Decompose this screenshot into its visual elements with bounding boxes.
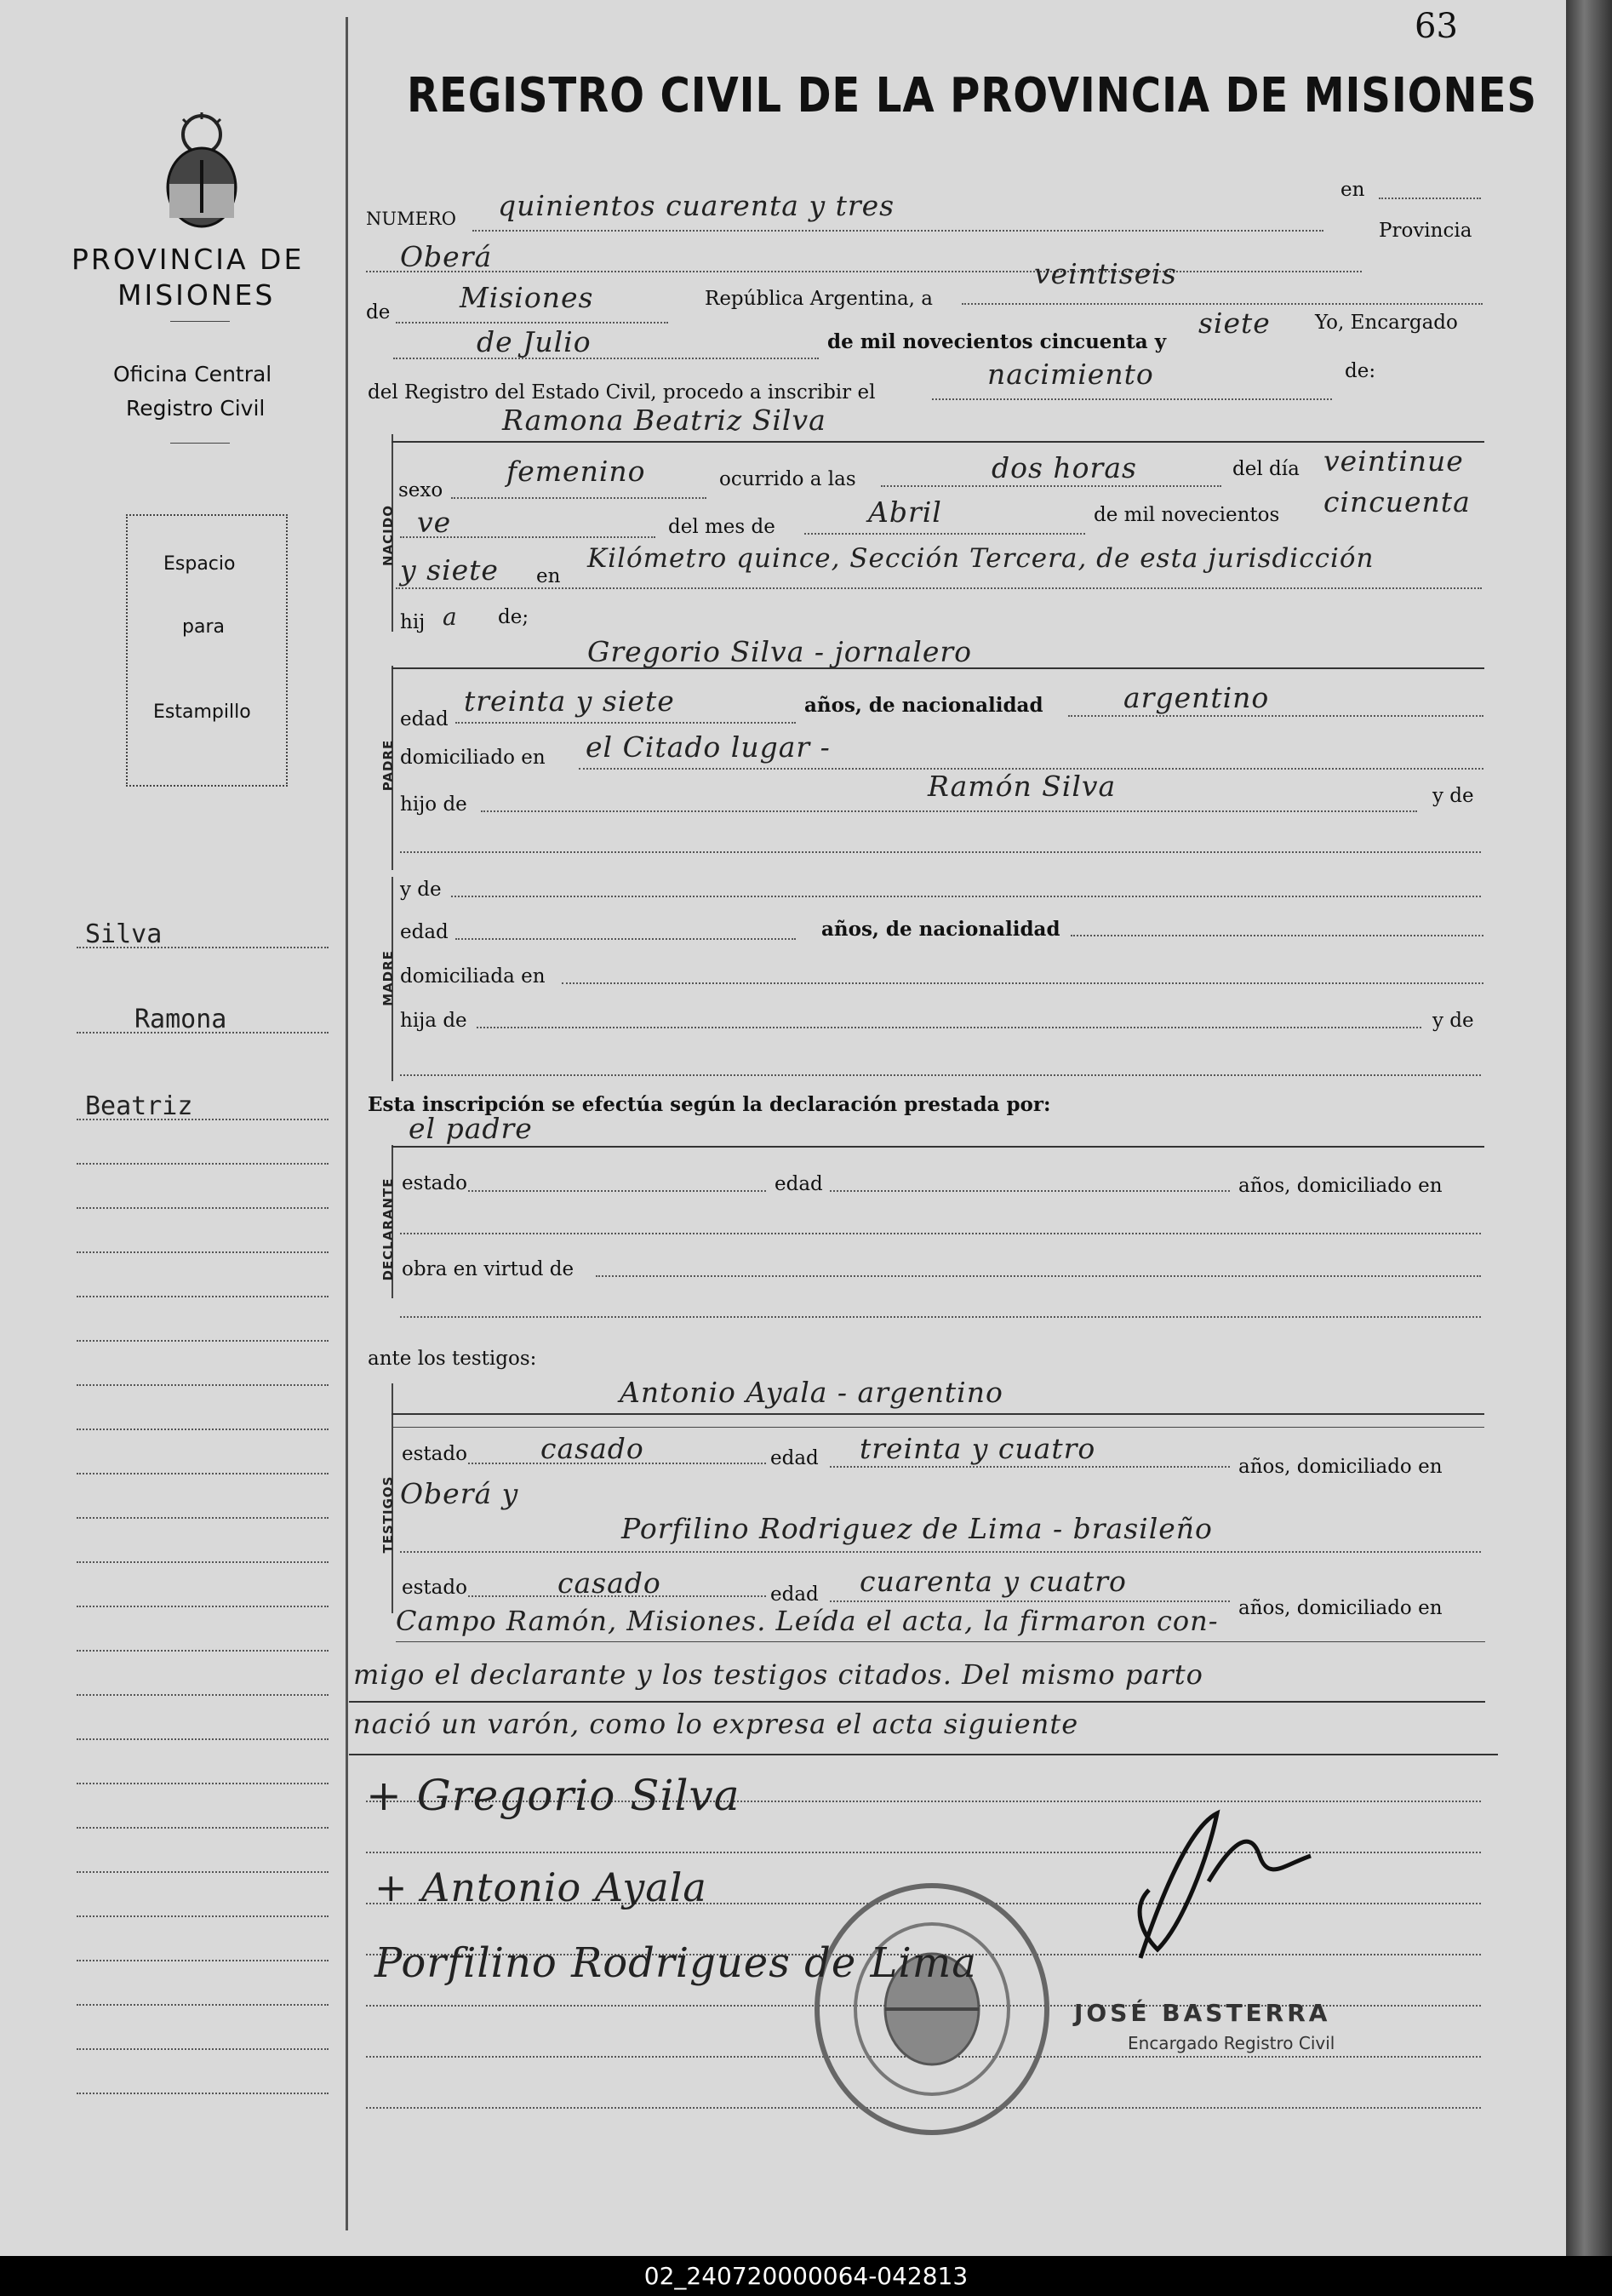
stamp-box-line2: para [182,616,225,638]
field-line [451,896,1481,897]
entry-testigo2: Porfilino Rodriguez de Lima - brasileño [621,1512,1213,1545]
book-spine [1566,0,1612,2256]
label-ante-testigos: ante los testigos: [368,1348,537,1370]
margin-line [77,1340,329,1342]
entry-padre-dom: el Citado lugar - [586,730,831,764]
field-line [392,1427,1484,1428]
entry-testigo1-dom: Oberá y [400,1477,519,1510]
label-del-dia: del día [1232,458,1300,480]
label-estado-testigo1: estado [402,1443,467,1465]
label-republica: República Argentina, a [705,288,934,310]
label-de-colon: de: [1345,360,1376,382]
side-label-nacido: NACIDO [380,505,396,566]
entry-lugar-nac: Kilómetro quince, Sección Tercera, de esta jurisdicción [587,543,1375,574]
field-line [400,1233,1481,1234]
entry-testigo2-edad: cuarenta y cuatro [860,1565,1127,1598]
field-line [562,982,1483,984]
field-line [392,1146,1484,1148]
entry-testigo1: Antonio Ayala - argentino [620,1376,1003,1409]
entry-testigo1-edad: treinta y cuatro [860,1432,1096,1465]
field-line [962,303,1483,305]
entry-nombre: Ramona Beatriz Silva [502,404,826,437]
label-hija-de: hija de [400,1010,467,1032]
entry-padre-nac: argentino [1123,681,1270,714]
label-anos-nacionalidad-madre: años, de nacionalidad [821,918,1060,941]
field-line [468,1190,766,1192]
entry-hija-a: a [443,603,458,631]
label-en-lugar: en [536,565,561,587]
coat-of-arms-icon [157,112,246,232]
field-line [455,722,796,724]
field-line [881,485,1221,487]
field-line [349,1754,1498,1755]
field-line [366,271,1362,272]
label-de: de [366,301,391,324]
entry-acto: nacimiento [987,358,1154,391]
field-line [1068,715,1483,717]
field-line [451,497,706,499]
field-line [396,1641,1485,1642]
field-line [396,322,668,324]
field-line [393,358,819,359]
label-provincia: Provincia [1379,220,1472,242]
margin-line [77,1738,329,1740]
office-name-1: Oficina Central [113,362,272,386]
margin-line [77,1429,329,1430]
field-line [455,938,796,940]
margin-line [77,1606,329,1607]
margin-name2: Beatriz [85,1091,193,1121]
stamp-box-line3: Estampillo [153,701,251,723]
label-inscripcion: Esta inscripción se efectúa según la declaración prestada por: [368,1093,1051,1116]
field-line [400,1316,1481,1318]
entry-anio-nac2: y siete [400,553,499,587]
margin-line [77,2048,329,2050]
label-y-de-madre: y de [400,879,442,901]
stamp-box [126,514,288,787]
margin-line [77,1251,329,1253]
signature-testigo2: Porfilino Rodrigues de Lima [374,1939,977,1987]
field-line [392,441,1484,443]
margin-line [77,1915,329,1917]
entry-mes: de Julio [477,325,592,358]
side-label-testigos: TESTIGOS [380,1475,396,1554]
margin-line [77,1473,329,1474]
margin-line [77,1694,329,1696]
margin-line [77,1960,329,1961]
entry-numero: quinientos cuarenta y tres [498,189,895,222]
entry-padre-hijo-de: Ramón Silva [928,770,1117,803]
entry-hora: dos horas [992,451,1137,484]
entry-sexo: femenino [506,455,646,488]
margin-line [77,1561,329,1563]
label-domiciliada: domiciliada en [400,965,546,988]
signature-padre: + Gregorio Silva [366,1771,740,1820]
field-line [468,1595,766,1597]
stamp-role: Encargado Registro Civil [1128,2033,1335,2053]
field-line [392,1413,1484,1415]
label-del-mes: del mes de [668,516,775,538]
label-hijo-de: hijo de [400,793,467,816]
label-y-de-padre: y de [1432,785,1474,807]
margin-line [77,1163,329,1165]
label-anos-domiciliado-testigo2: años, domiciliado en [1238,1597,1443,1619]
margin-name1: Ramona [134,1005,227,1034]
margin-line [77,2093,329,2094]
margin-surname: Silva [85,919,163,949]
entry-provincia: Misiones [460,281,594,314]
entry-padre: Gregorio Silva - jornalero [587,635,973,668]
field-line [400,536,655,538]
field-line [400,851,1481,853]
field-line [932,398,1332,400]
field-line [400,1551,1481,1553]
field-line [804,533,1085,535]
field-line [472,230,1323,232]
label-del-registro: del Registro del Estado Civil, procedo a inscribir el [368,381,876,404]
entry-mes-nac: Abril [868,495,942,529]
label-en: en [1340,179,1365,201]
page-number: 63 [1415,7,1458,46]
province-name-1: PROVINCIA DE [71,243,305,276]
label-domiciliado-padre: domiciliado en [400,747,546,769]
entry-dia-nac: veintinue [1323,444,1464,478]
label-mil-novecientos-cincuenta: de mil novecientos cincuenta y [827,330,1167,353]
entry-dia: veintiseis [1034,257,1177,290]
label-mil-novecientos: de mil novecientos [1094,504,1280,526]
province-name-2: MISIONES [117,278,276,312]
label-edad-declarante: edad [775,1173,823,1195]
label-obra-virtud: obra en virtud de [402,1258,574,1280]
margin-line [77,1827,329,1829]
label-anos-domiciliado-declarante: años, domiciliado en [1238,1175,1443,1197]
label-edad-padre: edad [400,708,449,730]
divider [170,443,230,444]
label-yo-encargado: Yo, Encargado [1315,312,1458,334]
page-title: REGISTRO CIVIL DE LA PROVINCIA DE MISIONES [407,68,1537,123]
field-line [396,587,1482,589]
office-name-2: Registro Civil [126,396,266,421]
entry-testigo2-estado: casado [557,1566,661,1600]
margin-line [77,2004,329,2006]
label-estado-testigo2: estado [402,1577,467,1599]
label-de-semicolon: de; [498,606,529,628]
stamp-box-line1: Espacio [163,553,236,575]
entry-anio-nac: cincuenta [1323,485,1471,518]
label-edad-madre: edad [400,921,449,943]
field-line [477,1027,1421,1028]
margin-line [77,1517,329,1519]
entry-dia-nac2: ve [417,506,452,539]
stamp-name: JOSÉ BASTERRA [1074,1999,1331,2027]
entry-declarante: el padre [409,1112,533,1145]
entry-cierre2: nació un varón, como lo expresa el acta siguiente [353,1708,1079,1740]
side-label-declarante: DECLARANTE [380,1177,396,1281]
official-seal-icon [813,1881,1051,2137]
label-anos-domiciliado-testigo1: años, domiciliado en [1238,1456,1443,1478]
panel-divider [346,17,348,2230]
label-edad-testigo1: edad [770,1447,819,1469]
margin-line [77,1207,329,1209]
label-y-de-madre2: y de [1432,1010,1474,1032]
field-line [400,1074,1481,1076]
label-estado-declarante: estado [402,1172,467,1194]
margin-line [77,1783,329,1784]
entry-padre-edad: treinta y siete [464,684,675,718]
entry-testigo1-estado: casado [540,1432,644,1465]
label-anos-nacionalidad-padre: años, de nacionalidad [804,694,1043,717]
label-sexo: sexo [398,479,443,501]
field-line [830,1600,1230,1602]
side-label-madre: MADRE [380,950,396,1006]
field-line [468,1463,766,1464]
margin-line [77,1384,329,1386]
entry-localidad: Oberá [400,240,493,273]
field-line [392,667,1484,669]
side-label-padre: PADRE [380,739,396,792]
margin-line [77,1871,329,1873]
label-hij: hij [400,611,426,633]
margin-line [77,1650,329,1652]
field-line [1071,935,1483,936]
footer-id: 02_240720000064-042813 [0,2256,1612,2296]
entry-testigo2-dom: Campo Ramón, Misiones. Leída el acta, la firmaron con- [396,1605,1219,1637]
field-line [349,1701,1485,1703]
label-edad-testigo2: edad [770,1583,819,1606]
signature-testigo1: + Antonio Ayala [374,1864,707,1910]
field-line [481,810,1417,812]
divider [170,321,230,322]
label-ocurrido: ocurrido a las [719,468,856,490]
entry-cierre1: migo el declarante y los testigos citados. Del mismo parto [353,1658,1203,1691]
margin-line [77,1296,329,1297]
field-line [1379,198,1481,199]
officer-signature-icon [1106,1805,1328,1975]
entry-anio: siete [1198,306,1271,340]
field-line [596,1275,1481,1277]
field-line [830,1466,1230,1468]
label-numero: NUMERO [366,209,456,229]
field-line [830,1190,1230,1192]
